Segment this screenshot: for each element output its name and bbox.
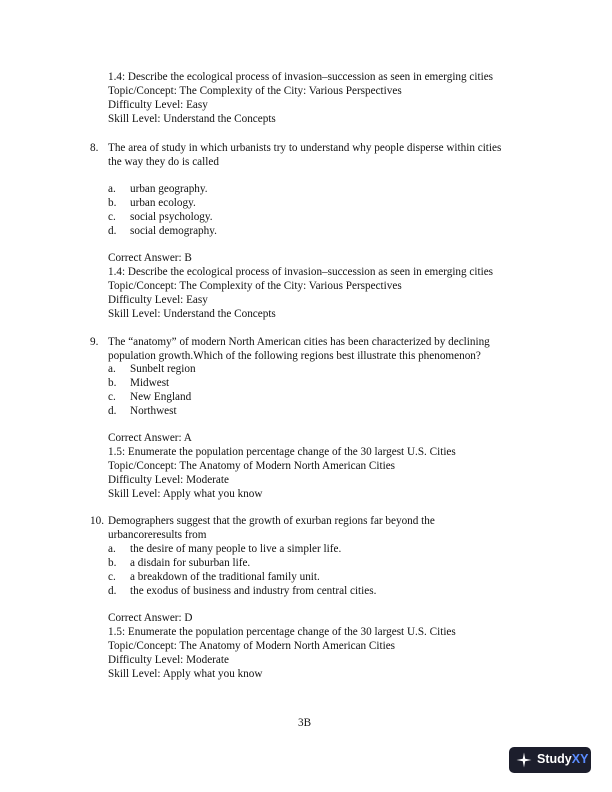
option-letter: d. [108, 585, 117, 597]
option-letter: a. [108, 543, 116, 555]
question-text: population growth.Which of the following regions best illustrate this phenomenon? [108, 350, 481, 362]
option-letter: c. [108, 571, 116, 583]
option-text: urban ecology. [130, 197, 196, 209]
question-text: the way they do is called [108, 156, 219, 168]
difficulty-line: Difficulty Level: Moderate [108, 654, 229, 666]
correct-answer: Correct Answer: A [108, 432, 192, 444]
plus-sparkle-icon [516, 752, 532, 768]
question-number: 9. [90, 336, 99, 348]
option-text: a disdain for suburban life. [130, 557, 251, 569]
studyxy-badge[interactable] [509, 747, 591, 773]
skill-line: Skill Level: Understand the Concepts [108, 113, 276, 125]
option-text: urban geography. [130, 183, 208, 195]
question-text: The “anatomy” of modern North American cities has been characterized by declining [108, 336, 490, 348]
option-letter: b. [108, 377, 117, 389]
brand-accent: XY [571, 752, 589, 767]
option-text: Sunbelt region [130, 363, 196, 375]
question-text: Demographers suggest that the growth of exurban regions far beyond the [108, 515, 435, 527]
option-text: social psychology. [130, 211, 213, 223]
objective-line: 1.5: Enumerate the population percentage change of the 30 largest U.S. Cities [108, 446, 456, 458]
difficulty-line: Difficulty Level: Moderate [108, 474, 229, 486]
option-letter: a. [108, 183, 116, 195]
topic-line: Topic/Concept: The Anatomy of Modern North American Cities [108, 460, 396, 472]
skill-line: Skill Level: Understand the Concepts [108, 308, 276, 320]
correct-answer: Correct Answer: B [108, 252, 192, 264]
option-letter: c. [108, 211, 116, 223]
objective-line: 1.5: Enumerate the population percentage change of the 30 largest U.S. Cities [108, 626, 456, 638]
topic-line: Topic/Concept: The Complexity of the City: Various Perspectives [108, 280, 402, 292]
question-number: 8. [90, 142, 99, 154]
skill-line: Skill Level: Apply what you know [108, 668, 263, 680]
skill-line: Skill Level: Apply what you know [108, 488, 263, 500]
option-text: the exodus of business and industry from central cities. [130, 585, 377, 597]
objective-line: 1.4: Describe the ecological process of invasion–succession as seen in emerging cities [108, 71, 494, 83]
question-text: The area of study in which urbanists try to understand why people disperse within cities [108, 142, 502, 154]
option-letter: d. [108, 225, 117, 237]
option-letter: b. [108, 197, 117, 209]
option-text: Northwest [130, 405, 177, 417]
option-letter: c. [108, 391, 116, 403]
option-letter: d. [108, 405, 117, 417]
topic-line: Topic/Concept: The Complexity of the City: Various Perspectives [108, 85, 402, 97]
page-number: 3B [298, 717, 312, 729]
option-text: the desire of many people to live a simpler life. [130, 543, 342, 555]
difficulty-line: Difficulty Level: Easy [108, 99, 208, 111]
question-number: 10. [90, 515, 104, 527]
correct-answer: Correct Answer: D [108, 612, 193, 624]
option-text: social demography. [130, 225, 217, 237]
brand-main: Study [537, 752, 572, 767]
option-text: a breakdown of the traditional family unit. [130, 571, 320, 583]
topic-line: Topic/Concept: The Anatomy of Modern North American Cities [108, 640, 396, 652]
objective-line: 1.4: Describe the ecological process of invasion–succession as seen in emerging cities [108, 266, 494, 278]
option-letter: a. [108, 363, 116, 375]
question-text: urbancoreresults from [108, 529, 207, 541]
option-letter: b. [108, 557, 117, 569]
option-text: New England [130, 391, 192, 403]
option-text: Midwest [130, 377, 170, 389]
difficulty-line: Difficulty Level: Easy [108, 294, 208, 306]
